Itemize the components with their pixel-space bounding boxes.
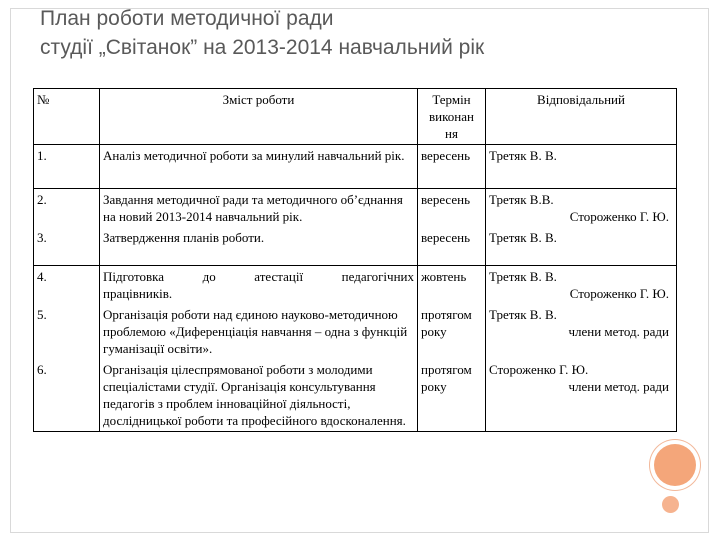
plan-table [33,88,677,432]
responsible-person: Третяк В. В. [489,148,557,163]
row-content: Завдання методичної ради та методичного об’єднання на новий 2013-2014 навчальний рік. [100,189,418,228]
row-term: вересень [418,145,486,189]
decorative-circle-small [662,496,679,513]
table-row [34,145,677,189]
row-num: 6. [34,359,100,432]
row-responsible [486,227,677,265]
header-content: Зміст роботи [100,89,418,145]
row-term: вересень [418,227,486,265]
row-content: Аналіз методичної роботи за минулий навчальний рік. [100,145,418,189]
page-title [40,4,680,62]
responsible-person: Стороженко Г. Ю. [489,361,589,377]
row-term-line: року [421,378,447,394]
row-num: 1. [34,145,100,189]
row-content: Організація цілеспрямованої роботи з молодими спеціалістами студії. Організація консультування педагогів з проблем інноваційної діяльності, дослідницької роботи та професійного вдосконалення. [100,359,418,432]
responsible-person: Третяк В. В. [489,230,557,245]
row-num: 4. [34,265,100,304]
row-content [100,265,418,304]
row-term-line: протягом [421,306,472,322]
row-num: 3. [34,227,100,265]
decorative-circle-large [654,444,696,486]
header-term-line-3: ня [445,126,458,141]
row-term-line: року [421,323,447,339]
title-line-2: студії „Світанок” на 2013-2014 навчальний рік [40,36,485,59]
header-responsible: Відповідальний [486,89,677,145]
row-responsible [486,304,677,359]
row-term: жовтень [418,265,486,304]
table-row [34,265,677,304]
row-content: Затвердження планів роботи. [100,227,418,265]
table-row [34,189,677,228]
responsible-person: Стороженко Г. Ю. [569,285,669,301]
header-term-line-1: Термін [432,92,471,107]
title-line-1: План роботи методичної ради [40,7,334,30]
responsible-person: Третяк В. В. [489,268,557,284]
row-content-line: працівників. [103,285,173,301]
row-term [418,304,486,359]
responsible-person: члени метод. ради [568,323,669,339]
row-term [418,359,486,432]
header-term [418,89,486,145]
row-responsible [486,265,677,304]
responsible-person: Третяк В. В. [489,306,557,322]
row-num: 5. [34,304,100,359]
responsible-person: члени метод. ради [568,378,669,394]
table-row [34,227,677,265]
header-term-line-2: виконан [429,109,474,124]
row-term: вересень [418,189,486,228]
table-header-row [34,89,677,145]
row-num: 2. [34,189,100,228]
row-term-line: протягом [421,361,472,377]
responsible-person: Стороженко Г. Ю. [569,209,669,224]
row-content-line: Підготовка до атестації педагогічних [103,268,414,284]
table-row [34,359,677,432]
header-num: № [34,89,100,145]
row-content: Організація роботи над єдиною науково-методичною проблемою «Диференціація навчання – одна з функцій гуманізації освіти». [100,304,418,359]
table-row [34,304,677,359]
row-responsible [486,189,677,228]
row-responsible [486,359,677,432]
responsible-person: Третяк В.В. [489,192,554,207]
row-responsible [486,145,677,189]
